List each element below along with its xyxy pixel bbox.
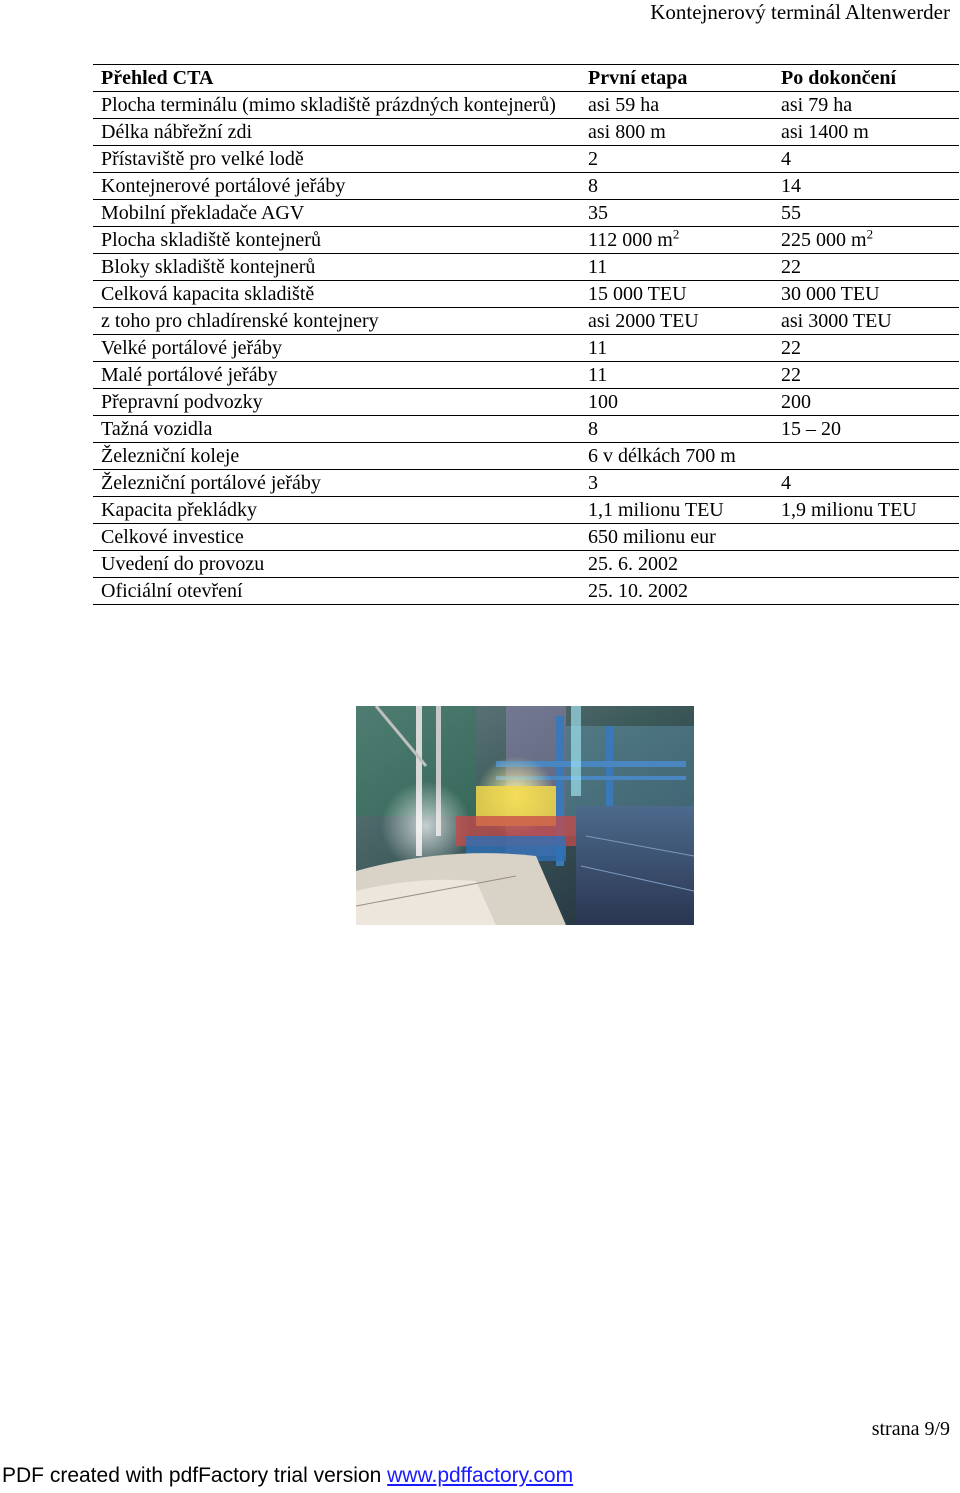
completion-value [773, 227, 959, 254]
first-stage-value: 3 [580, 470, 773, 497]
completion-value: 22 [773, 362, 959, 389]
pdffactory-link[interactable]: www.pdffactory.com [387, 1464, 574, 1487]
table-row [93, 524, 959, 551]
first-stage-value: 11 [580, 254, 773, 281]
table-header-row [93, 65, 959, 92]
area-value: 112 000 m [588, 229, 673, 251]
pdf-footer-text: PDF created with pdfFactory trial version [2, 1464, 388, 1487]
unit-superscript: 2 [866, 226, 874, 242]
first-stage-value: 8 [580, 416, 773, 443]
completion-value [773, 578, 959, 605]
first-stage-value: 35 [580, 200, 773, 227]
table-row [93, 470, 959, 497]
completion-value: asi 1400 m [773, 119, 959, 146]
table-row [93, 281, 959, 308]
first-stage-value: 2 [580, 146, 773, 173]
row-label: z toho pro chladírenské kontejnery [93, 308, 580, 335]
table-row [93, 389, 959, 416]
first-stage-value: 100 [580, 389, 773, 416]
table-row [93, 200, 959, 227]
terminal-night-photo [356, 706, 694, 925]
row-label: Přepravní podvozky [93, 389, 580, 416]
first-stage-value: 25. 10. 2002 [580, 578, 773, 605]
row-label: Plocha terminálu (mimo skladiště prázdných kontejnerů) [93, 92, 580, 119]
row-label: Bloky skladiště kontejnerů [93, 254, 580, 281]
table-row [93, 551, 959, 578]
completion-value: asi 3000 TEU [773, 308, 959, 335]
row-label: Plocha skladiště kontejnerů [93, 227, 580, 254]
table-row [93, 443, 959, 470]
completion-value: 55 [773, 200, 959, 227]
table-row [93, 227, 959, 254]
row-label: Železniční koleje [93, 443, 580, 470]
table-row [93, 578, 959, 605]
row-label: Délka nábřežní zdi [93, 119, 580, 146]
completion-value [773, 524, 959, 551]
terminal-photo-illustration [356, 706, 694, 925]
completion-value: 22 [773, 335, 959, 362]
row-label: Mobilní překladače AGV [93, 200, 580, 227]
completion-value: 1,9 milionu TEU [773, 497, 959, 524]
completion-value: 22 [773, 254, 959, 281]
header-after-completion: Po dokončení [773, 65, 959, 92]
row-label: Velké portálové jeřáby [93, 335, 580, 362]
table-row [93, 308, 959, 335]
first-stage-value: 15 000 TEU [580, 281, 773, 308]
completion-value: 4 [773, 470, 959, 497]
first-stage-value: 1,1 milionu TEU [580, 497, 773, 524]
row-label: Přístaviště pro velké lodě [93, 146, 580, 173]
row-label: Oficiální otevření [93, 578, 580, 605]
unit-superscript: 2 [672, 226, 680, 242]
row-label: Kontejnerové portálové jeřáby [93, 173, 580, 200]
completion-value: 15 – 20 [773, 416, 959, 443]
first-stage-value: asi 2000 TEU [580, 308, 773, 335]
completion-value: 30 000 TEU [773, 281, 959, 308]
first-stage-value [580, 227, 773, 254]
completion-value: 14 [773, 173, 959, 200]
completion-value: asi 79 ha [773, 92, 959, 119]
first-stage-value: 11 [580, 335, 773, 362]
pdf-footer [2, 1464, 573, 1488]
first-stage-value: 650 milionu eur [580, 524, 773, 551]
table-row [93, 335, 959, 362]
table-row [93, 173, 959, 200]
row-label: Tažná vozidla [93, 416, 580, 443]
header-overview: Přehled CTA [93, 65, 580, 92]
row-label: Malé portálové jeřáby [93, 362, 580, 389]
table-row [93, 146, 959, 173]
table-body [93, 92, 959, 605]
table-row [93, 362, 959, 389]
table-row [93, 497, 959, 524]
first-stage-value: asi 800 m [580, 119, 773, 146]
table-row [93, 416, 959, 443]
first-stage-value: asi 59 ha [580, 92, 773, 119]
area-value: 225 000 m [781, 229, 867, 251]
row-label: Celkové investice [93, 524, 580, 551]
first-stage-value: 6 v délkách 700 m [580, 443, 959, 470]
cta-overview-table [93, 64, 959, 605]
running-header: Kontejnerový terminál Altenwerder [650, 0, 950, 24]
table-row [93, 254, 959, 281]
completion-value: 4 [773, 146, 959, 173]
row-label: Železniční portálové jeřáby [93, 470, 580, 497]
header-first-stage: První etapa [580, 65, 773, 92]
first-stage-value: 11 [580, 362, 773, 389]
row-label: Uvedení do provozu [93, 551, 580, 578]
completion-value: 200 [773, 389, 959, 416]
page-number: strana 9/9 [871, 1418, 950, 1440]
completion-value [773, 551, 959, 578]
first-stage-value: 25. 6. 2002 [580, 551, 773, 578]
row-label: Kapacita překládky [93, 497, 580, 524]
table-row [93, 119, 959, 146]
first-stage-value: 8 [580, 173, 773, 200]
row-label: Celková kapacita skladiště [93, 281, 580, 308]
table-row [93, 92, 959, 119]
